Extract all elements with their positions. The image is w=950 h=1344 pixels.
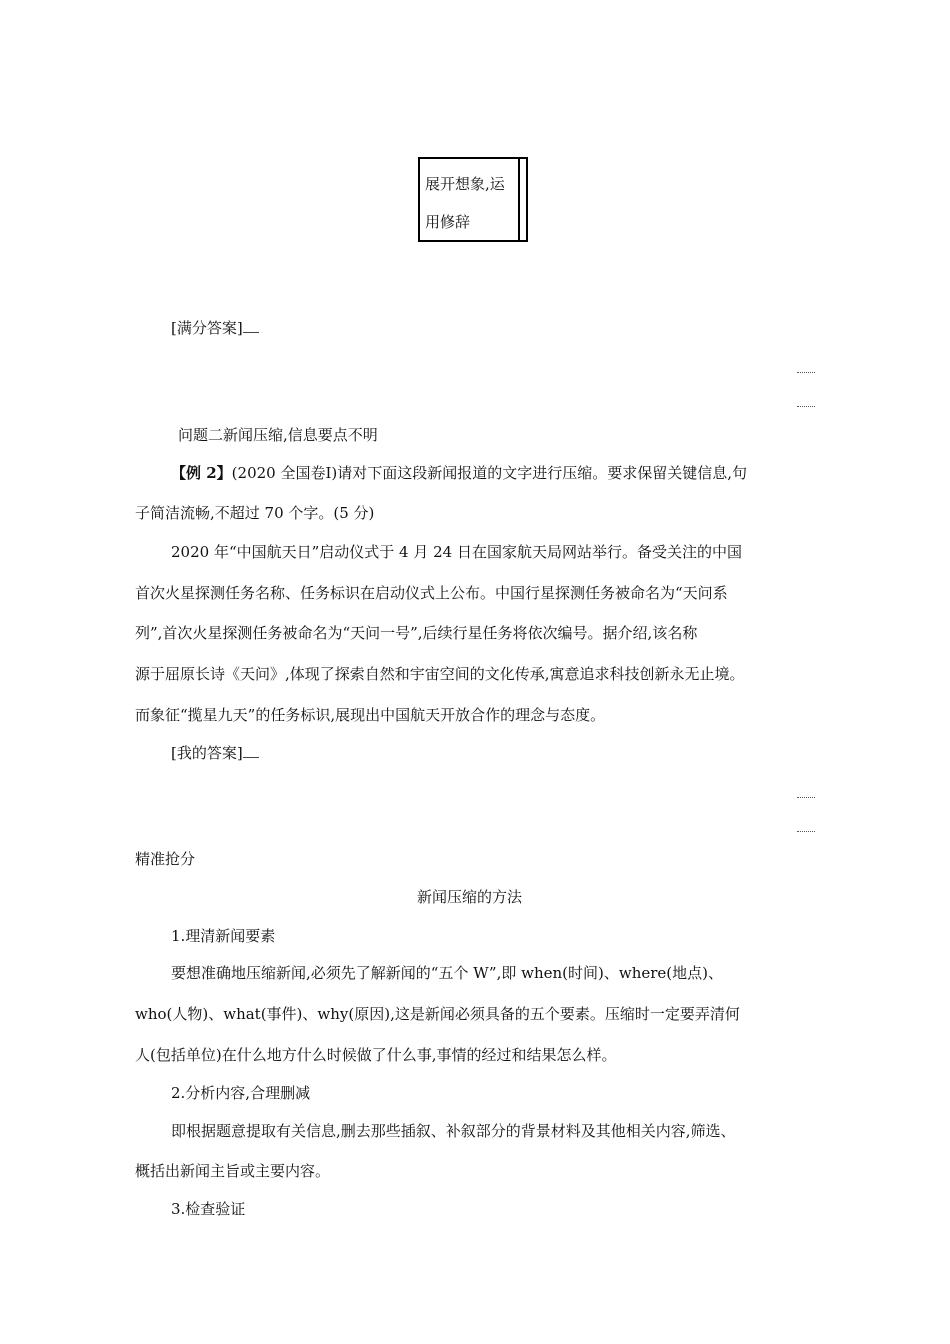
my-answer-label: [我的答案] (171, 742, 259, 763)
step-1-line: 要想准确地压缩新闻,必须先了解新闻的“五个 W”,即 when(时间)、where(地点)、 (171, 964, 723, 982)
step-2-line: 概括出新闻主旨或主要内容。 (135, 1162, 331, 1180)
box-line-2: 用修辞 (425, 213, 471, 231)
answer-line-1 (797, 371, 815, 373)
step-3-title: 3.检查验证 (171, 1200, 246, 1218)
news-line: 列”,首次火星探测任务被命名为“天问一号”,后续行星任务将依次编号。据介绍,该名称 (135, 624, 698, 642)
answer-line-2 (797, 830, 815, 832)
step-2-title: 2.分析内容,合理删减 (171, 1084, 311, 1102)
step-2-line: 即根据题意提取有关信息,删去那些插叙、补叙部分的背景材料及其他相关内容,筛选、 (171, 1122, 736, 1140)
answer-line-2 (797, 405, 815, 407)
problem-title: 问题二新闻压缩,信息要点不明 (178, 426, 378, 444)
example-line-1: 【例 2】(2020 全国卷Ⅰ)请对下面这段新闻报道的文字进行压缩。要求保留关键信息,句 (171, 464, 748, 482)
step-1-line: who(人物)、what(事件)、why(原因),这是新闻必须具备的五个要素。压缩时一定要弄清何 (135, 1005, 740, 1023)
news-line: 源于屈原长诗《天问》,体现了探索自然和宇宙空间的文化传承,寓意追求科技创新永无止境。 (135, 665, 745, 683)
answer-blank[interactable] (243, 320, 259, 333)
example-line-2: 子简洁流畅,不超过 70 个字。(5 分) (135, 504, 375, 522)
answer-line-1 (797, 796, 815, 798)
section-title: 精准抢分 (135, 850, 196, 868)
example-tag: 【例 2】 (171, 464, 232, 482)
news-line: 2020 年“中国航天日”启动仪式于 4 月 24 日在国家航天局网站举行。备受关注的中国 (171, 543, 742, 561)
step-1-line: 人(包括单位)在什么地方什么时候做了什么事,事情的经过和结果怎么样。 (135, 1046, 617, 1064)
step-1-title: 1.理清新闻要素 (171, 927, 276, 945)
news-line: 而象征“揽星九天”的任务标识,展现出中国航天开放合作的理念与态度。 (135, 706, 606, 724)
news-line: 首次火星探测任务名称、任务标识在启动仪式上公布。中国行星探测任务被命名为“天问系 (135, 584, 728, 602)
full-score-answer-label: [满分答案] (171, 317, 259, 338)
box-line-1: 展开想象,运 (425, 175, 505, 193)
box-text (425, 165, 520, 241)
method-title: 新闻压缩的方法 (417, 888, 523, 906)
summary-box (418, 157, 528, 242)
answer-blank[interactable] (243, 745, 259, 758)
